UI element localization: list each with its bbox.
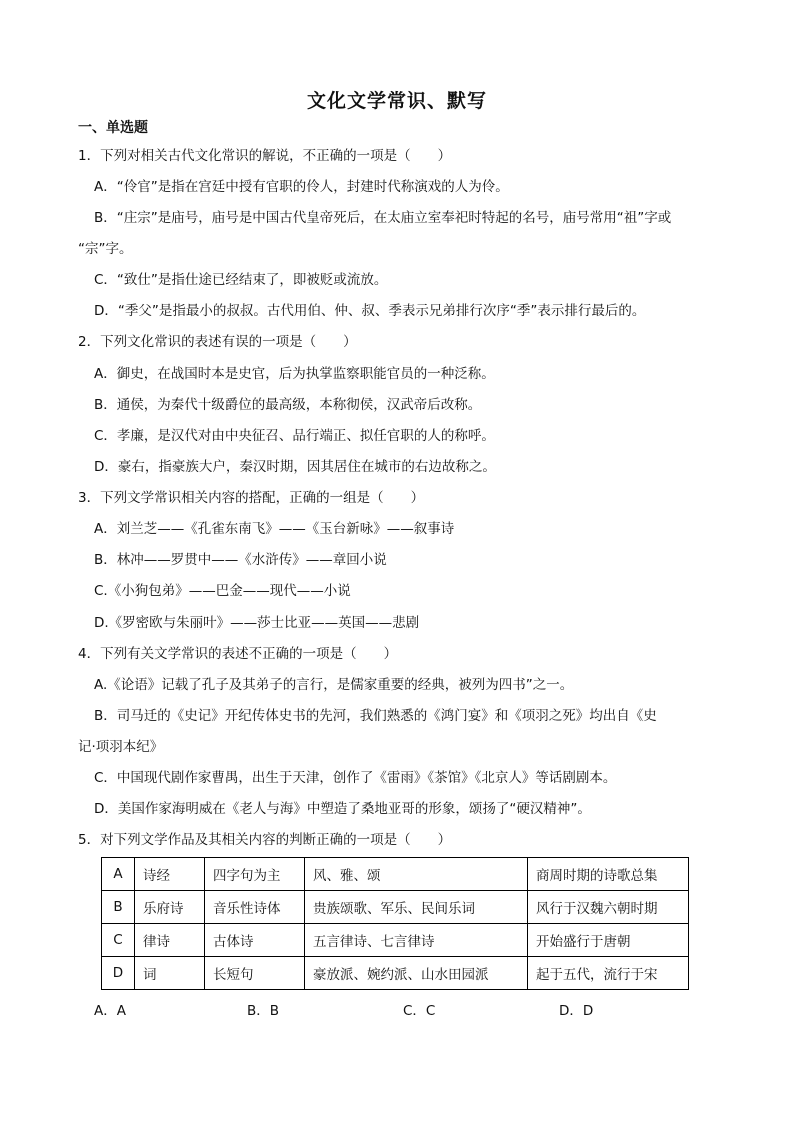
table-cell: 音乐性诗体 xyxy=(205,891,305,924)
table-cell: 豪放派、婉约派、山水田园派 xyxy=(305,957,528,990)
table-cell: 古体诗 xyxy=(205,924,305,957)
question-2-option-d: D．豪右，指豪族大户，秦汉时期，因其居住在城市的右边故称之。 xyxy=(94,459,496,475)
table-cell: 起于五代，流行于宋 xyxy=(528,957,689,990)
table-cell: 四字句为主 xyxy=(205,858,305,891)
table-cell: 诗经 xyxy=(135,858,205,891)
table-cell: 开始盛行于唐朝 xyxy=(528,924,689,957)
question-4-option-d: D．美国作家海明威在《老人与海》中塑造了桑地亚哥的形象，颂扬了“硬汉精神”。 xyxy=(94,801,591,817)
table-row xyxy=(102,924,689,957)
table-cell: B xyxy=(102,891,135,924)
answer-choice-c: C．C xyxy=(403,1003,436,1019)
answer-choice-b: B．B xyxy=(247,1003,280,1019)
table-cell: 贵族颂歌、军乐、民间乐词 xyxy=(305,891,528,924)
question-3-option-b: B．林冲——罗贯中——《水浒传》——章回小说 xyxy=(94,552,387,568)
answer-choice-a: A．A xyxy=(94,1003,126,1019)
table-cell: A xyxy=(102,858,135,891)
literature-table xyxy=(101,857,689,990)
question-4-option-a: A.《论语》记载了孔子及其弟子的言行，是儒家重要的经典，被列为四书”之一。 xyxy=(94,677,574,693)
question-2-option-c: C．孝廉，是汉代对由中央征召、品行端正、拟任官职的人的称呼。 xyxy=(94,428,495,444)
table-cell: 风、雅、颂 xyxy=(305,858,528,891)
table-row xyxy=(102,957,689,990)
table-cell: 乐府诗 xyxy=(135,891,205,924)
question-1-stem: 1．下列对相关古代文化常识的解说，不正确的一项是（ ） xyxy=(78,148,452,164)
question-3-option-c: C.《小狗包弟》——巴金——现代——小说 xyxy=(94,583,351,599)
answer-choice-d: D．D xyxy=(559,1003,594,1019)
table-row xyxy=(102,858,689,891)
table-cell: D xyxy=(102,957,135,990)
question-2-option-b: B．通侯，为秦代十级爵位的最高级，本称彻侯，汉武帝后改称。 xyxy=(94,397,482,413)
question-1-option-b-cont: “宗”字。 xyxy=(78,241,133,257)
table-cell: 五言律诗、七言律诗 xyxy=(305,924,528,957)
table-cell: 商周时期的诗歌总集 xyxy=(528,858,689,891)
question-4-option-c: C．中国现代剧作家曹禺，出生于天津，创作了《雷雨》《茶馆》《北京人》等话剧剧本。 xyxy=(94,770,617,786)
table-cell: C xyxy=(102,924,135,957)
question-1-option-a: A．“伶官”是指在宫廷中授有官职的伶人，封建时代称演戏的人为伶。 xyxy=(94,179,509,195)
table-cell: 长短句 xyxy=(205,957,305,990)
table-cell: 风行于汉魏六朝时期 xyxy=(528,891,689,924)
question-2-stem: 2．下列文化常识的表述有误的一项是（ ） xyxy=(78,334,357,350)
section-heading: 一、单选题 xyxy=(78,120,148,136)
table-cell: 律诗 xyxy=(135,924,205,957)
question-4-option-b-cont: 记·项羽本纪》 xyxy=(78,739,164,755)
question-4-stem: 4．下列有关文学常识的表述不正确的一项是（ ） xyxy=(78,646,398,662)
question-3-option-a: A．刘兰芝——《孔雀东南飞》——《玉台新咏》——叙事诗 xyxy=(94,521,455,537)
table-cell: 词 xyxy=(135,957,205,990)
question-1-option-d: D．“季父”是指最小的叔叔。古代用伯、仲、叔、季表示兄弟排行次序“季”表示排行最后的。 xyxy=(94,303,646,319)
question-2-option-a: A．御史，在战国时本是史官，后为执掌监察职能官员的一种泛称。 xyxy=(94,366,495,382)
page-title: 文化文学常识、默写 xyxy=(306,90,487,112)
question-3-stem: 3．下列文学常识相关内容的搭配，正确的一组是（ ） xyxy=(78,490,425,506)
question-5-stem: 5．对下列文学作品及其相关内容的判断正确的一项是（ ） xyxy=(78,832,452,848)
question-1-option-b: B．“庄宗”是庙号，庙号是中国古代皇帝死后，在太庙立室奉祀时特起的名号，庙号常用“祖”字或 xyxy=(94,210,672,226)
question-4-option-b: B．司马迁的《史记》开纪传体史书的先河，我们熟悉的《鸿门宴》和《项羽之死》均出自《史 xyxy=(94,708,657,724)
question-1-option-c: C．“致仕”是指仕途已经结束了，即被贬或流放。 xyxy=(94,272,388,288)
question-3-option-d: D.《罗密欧与朱丽叶》——莎士比亚——英国——悲剧 xyxy=(94,615,420,631)
table-row xyxy=(102,891,689,924)
